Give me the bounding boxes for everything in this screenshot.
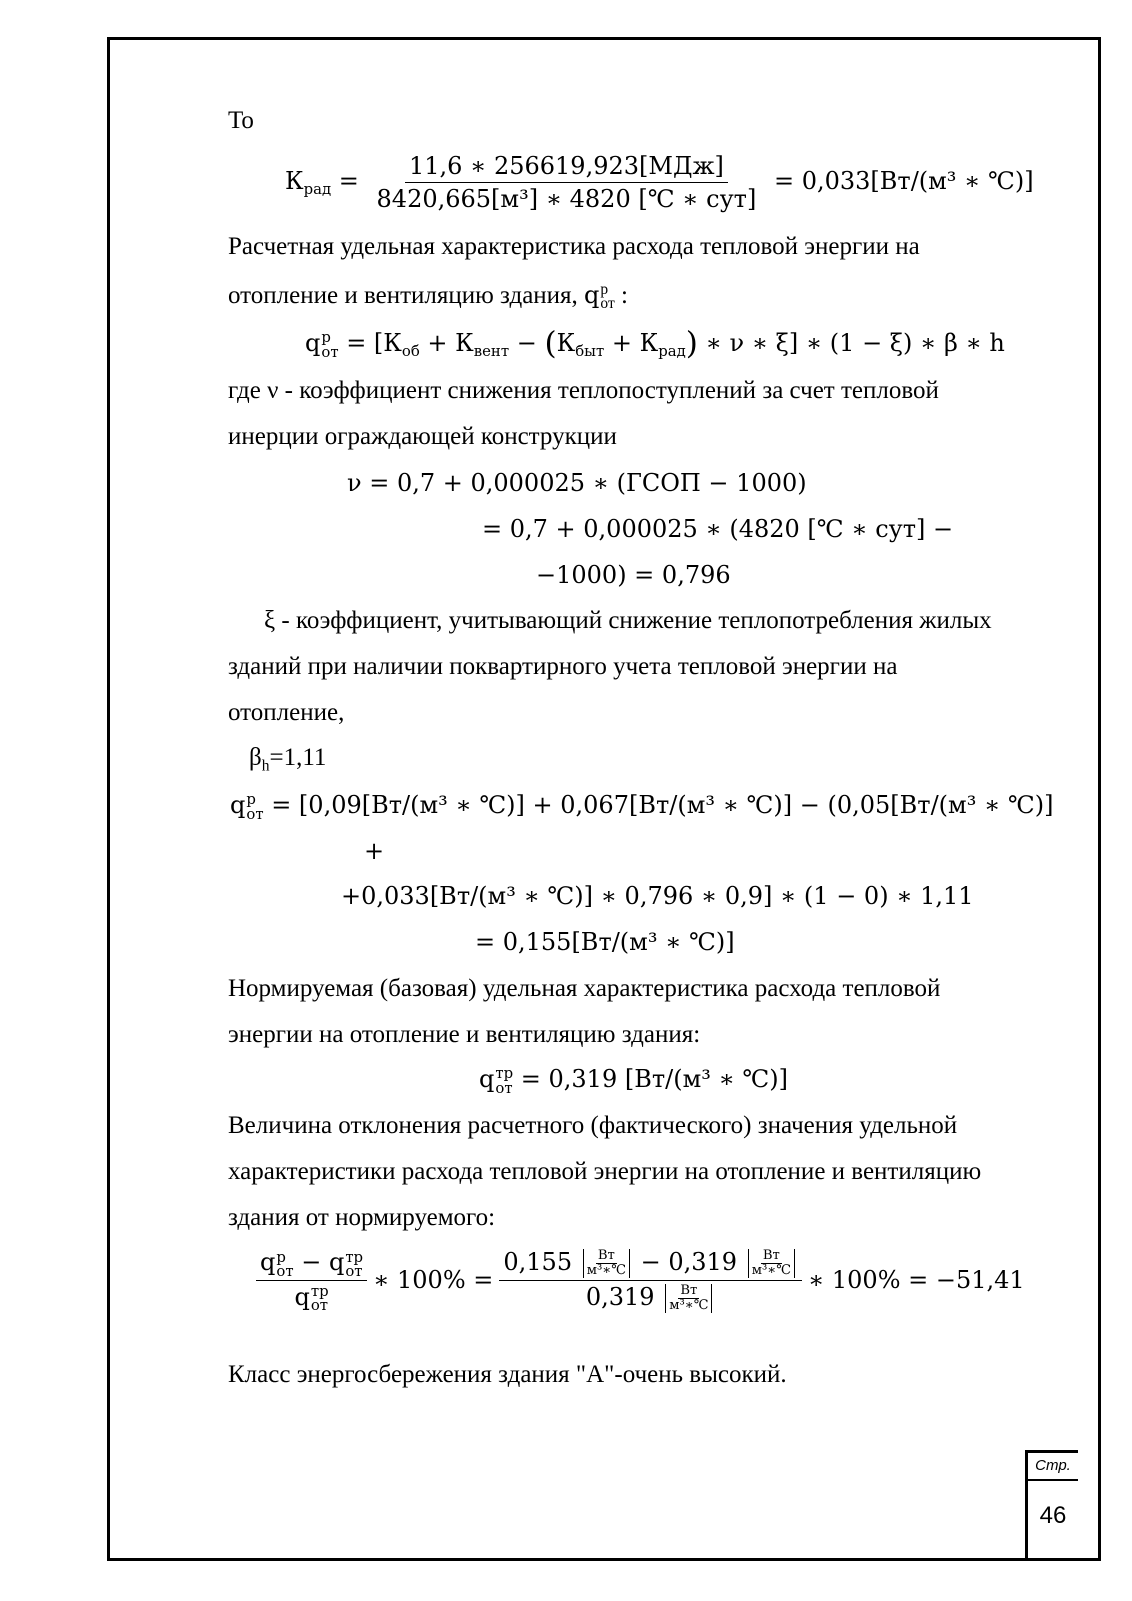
q-superscript: р (600, 280, 609, 298)
q-subscript: от (495, 1078, 513, 1097)
formula-part: = [К (338, 329, 402, 357)
q-tr-value: = 0,319 [Вт/(м³ ∗ ℃)] (513, 1065, 789, 1093)
q-symbol: q (584, 281, 600, 309)
q-superscript: р (276, 1247, 286, 1266)
nu-formula-line-2: = 0,7 + 0,000025 ∗ (4820 [℃ ∗ сут] − (482, 515, 954, 543)
beta-subscript: h (261, 757, 270, 775)
paragraph-4-line-2: энергии на отопление и вентиляцию здания: (228, 1021, 701, 1048)
deviation-formula (250, 1248, 1025, 1313)
deviation-right-numerator (499, 1248, 802, 1281)
unit-fraction (748, 1249, 795, 1278)
value-norm: − 0,319 (632, 1248, 745, 1276)
paragraph-1-text: отопление и вентиляцию здания, (228, 282, 585, 309)
k-vent-subscript: вент (473, 342, 510, 361)
q-indices (600, 280, 615, 313)
q-formula (305, 325, 1005, 366)
paragraph-3-line-1: ξ - коэффициент, учитывающий снижение теплопотребления жилых (264, 607, 992, 634)
krad-result: = 0,033[Вт/(м³ ∗ ℃)] (773, 167, 1034, 195)
q-symbol: q (294, 1282, 310, 1311)
minus-sign: − (293, 1248, 329, 1277)
left-paren: ( (544, 325, 557, 362)
q-indices (246, 790, 264, 823)
paragraph-5-line-2: характеристики расхода тепловой энергии на отопление и вентиляцию (228, 1158, 982, 1185)
q-subscript: от (310, 1296, 329, 1315)
calc-line-4: = 0,155[Вт/(м³ ∗ ℃)] (475, 928, 735, 956)
calc-line-3: +0,033[Вт/(м³ ∗ ℃)] ∗ 0,796 ∗ 0,9] ∗ (1 − 0) ∗ 1,11 (341, 882, 974, 910)
value-calc: 0,155 (503, 1248, 580, 1276)
q-symbol: q (479, 1065, 495, 1093)
deviation-left-denominator (290, 1281, 332, 1313)
calc-expression: = [0,09[Вт/(м³ ∗ ℃)] + 0,067[Вт/(м³ ∗ ℃)] − (0,05[Вт/(м³ ∗ ℃)] (263, 791, 1054, 819)
unit-numerator: Вт (597, 1248, 615, 1264)
deviation-right-denominator (582, 1281, 720, 1313)
q-superscript: р (321, 328, 331, 347)
k-byt-subscript: быт (575, 342, 605, 361)
nu-formula-line-1: ν = 0,7 + 0,000025 ∗ (ГСОП − 1000) (347, 469, 807, 497)
q-indices (276, 1247, 294, 1280)
intro-text: То (228, 107, 254, 134)
q-symbol: q (230, 791, 246, 819)
paragraph-1-line-2 (228, 280, 628, 312)
value-norm: 0,319 (585, 1282, 663, 1311)
krad-formula (285, 152, 1034, 213)
unit-denominator: м³∗℃ (669, 1297, 709, 1313)
q-superscript: тр (310, 1282, 329, 1301)
krad-fraction (373, 152, 761, 213)
unit-denominator: м³∗℃ (751, 1263, 791, 1278)
paragraph-1-line-1: Расчетная удельная характеристика расхода тепловой энергии на (228, 233, 920, 260)
q-superscript: тр (345, 1247, 364, 1266)
page-number: 46 (1039, 1502, 1067, 1529)
calc-line-2: + (364, 837, 385, 865)
paragraph-5-line-3: здания от нормируемого: (228, 1204, 496, 1231)
q-subscript: от (321, 342, 339, 361)
q-superscript: тр (495, 1064, 514, 1083)
krad-subscript: рад (303, 180, 332, 199)
k-rad-subscript: рад (658, 342, 686, 361)
nu-formula-line-3: −1000) = 0,796 (536, 561, 731, 589)
beta-symbol: β (249, 744, 262, 771)
formula-part: ∗ ν ∗ ξ] ∗ (1 − ξ) ∗ β ∗ h (697, 329, 1005, 357)
times-100-equals: ∗ 100% = (373, 1266, 494, 1295)
paragraph-2-line-1: где ν - коэффициент снижения теплопоступлений за счет тепловой (228, 377, 939, 404)
q-indices (495, 1064, 514, 1097)
deviation-result: ∗ 100% = −51,41 (807, 1266, 1025, 1295)
q-superscript: р (246, 790, 256, 809)
paragraph-5-line-1: Величина отклонения расчетного (фактического) значения удельной (228, 1112, 958, 1139)
colon: : (614, 282, 628, 309)
beta-value (249, 743, 326, 781)
right-paren: ) (685, 325, 698, 362)
paragraph-4-line-1: Нормируемая (базовая) удельная характеристика расхода тепловой (228, 975, 941, 1002)
formula-part: К (556, 329, 576, 357)
q-symbol: q (260, 1248, 276, 1277)
paragraph-3-line-3: отопление, (228, 699, 345, 726)
calc-line-1 (230, 790, 1053, 821)
krad-denominator: 8420,665[м³] ∗ 4820 [℃ ∗ сут] (376, 185, 757, 213)
deviation-right-fraction (499, 1248, 802, 1313)
beta-number: =1,11 (269, 744, 327, 771)
q-indices (310, 1282, 329, 1315)
k-ob-subscript: об (401, 342, 420, 361)
unit-fraction (665, 1284, 712, 1313)
formula-part: + К (419, 329, 474, 357)
unit-numerator: Вт (680, 1283, 698, 1298)
q-indices (321, 328, 339, 361)
krad-numerator: 11,6 ∗ 256619,923[МДж] (405, 152, 728, 183)
q-subscript: от (276, 1261, 294, 1280)
unit-numerator: Вт (762, 1248, 780, 1264)
krad-symbol: К (285, 167, 304, 195)
deviation-left-fraction (256, 1247, 367, 1315)
q-tr-formula (479, 1064, 788, 1095)
paragraph-3-line-2: зданий при наличии поквартирного учета тепловой энергии на (228, 653, 898, 680)
q-indices (345, 1247, 364, 1280)
formula-part: − (509, 329, 545, 357)
q-subscript: от (345, 1261, 363, 1280)
deviation-left-numerator (256, 1248, 367, 1281)
paragraph-2-line-2: инерции ограждающей конструкции (228, 423, 617, 450)
unit-denominator: м³∗℃ (586, 1263, 626, 1278)
page-label: Стр. (1028, 1453, 1078, 1481)
q-subscript: от (600, 295, 615, 313)
formula-part: + К (604, 329, 659, 357)
equals-sign: = (338, 167, 359, 195)
unit-fraction (583, 1249, 630, 1278)
conclusion-text: Класс энергосбережения здания "А"-очень высокий. (228, 1361, 787, 1388)
q-subscript: от (246, 804, 264, 823)
q-symbol: q (305, 329, 321, 357)
q-symbol: q (328, 1248, 345, 1277)
page-number-stamp (1025, 1450, 1078, 1558)
